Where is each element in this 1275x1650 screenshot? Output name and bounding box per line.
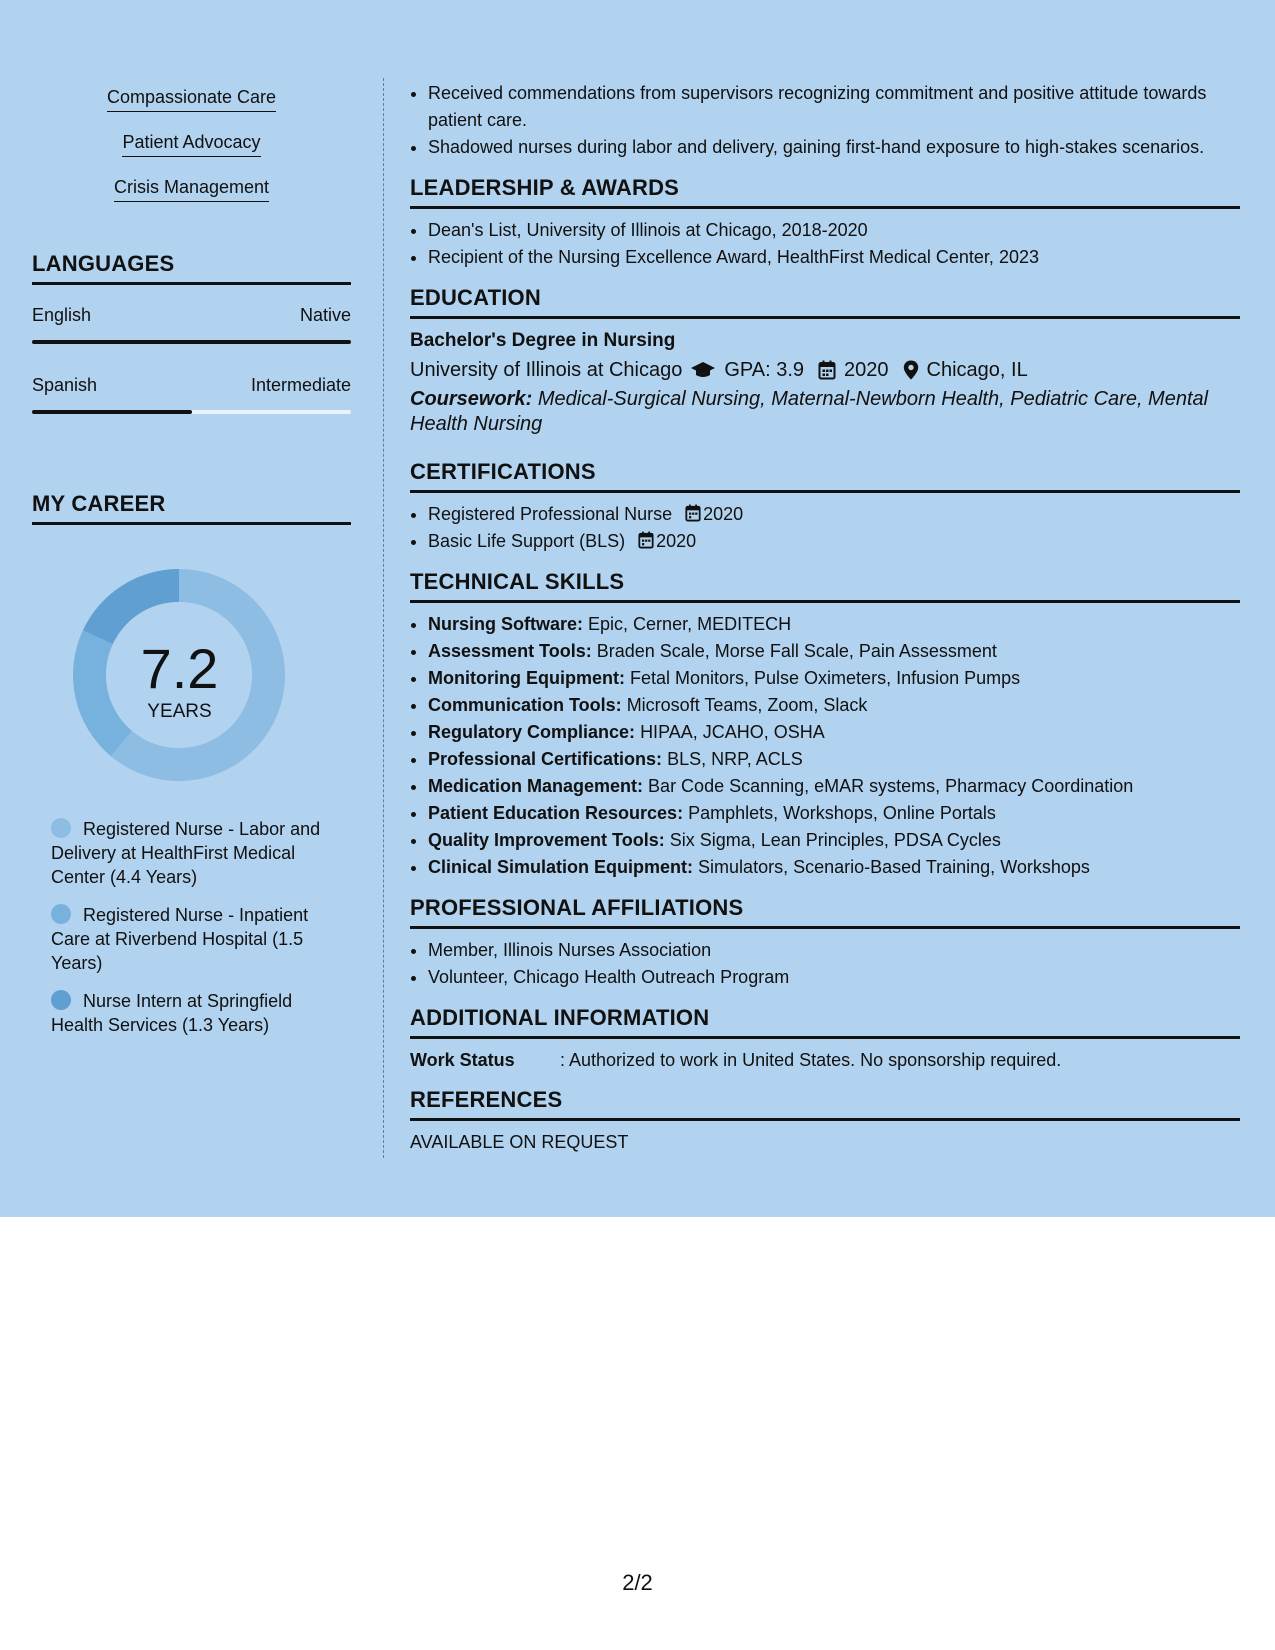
legend-item xyxy=(51,989,341,1037)
skill-item xyxy=(428,692,1240,719)
skill-value: HIPAA, JCAHO, OSHA xyxy=(640,722,825,742)
legend-label: Registered Nurse - Labor and Delivery at HealthFirst Medical Center (4.4 Years) xyxy=(51,819,321,887)
certification-year: 2020 xyxy=(656,531,697,551)
language-name: Spanish xyxy=(32,375,98,395)
certifications-title: CERTIFICATIONS xyxy=(410,459,1240,493)
calendar-icon xyxy=(818,360,836,380)
skill-name: Professional Certifications: xyxy=(428,749,663,769)
legend-item xyxy=(51,903,341,975)
skill-value: Simulators, Scenario-Based Training, Workshops xyxy=(698,857,1090,877)
page-number: 2/2 xyxy=(622,1570,653,1595)
work-status-row xyxy=(410,1047,1240,1073)
career-legend xyxy=(32,817,351,1037)
education-year: 2020 xyxy=(844,359,889,381)
references-title: REFERENCES xyxy=(410,1087,1240,1121)
calendar-icon xyxy=(638,531,654,549)
career-section xyxy=(32,491,351,1037)
legend-label: Nurse Intern at Springfield Health Services (1.3 Years) xyxy=(51,991,293,1035)
right-column xyxy=(410,80,1240,1155)
language-bar xyxy=(32,410,351,414)
additional-title: ADDITIONAL INFORMATION xyxy=(410,1005,1240,1039)
education-coursework xyxy=(410,387,1240,437)
location-pin-icon xyxy=(903,360,919,380)
certification-item xyxy=(428,528,1240,555)
education-title: EDUCATION xyxy=(410,285,1240,319)
languages-title: LANGUAGES xyxy=(32,251,351,285)
skill-value: Microsoft Teams, Zoom, Slack xyxy=(626,695,868,715)
language-item xyxy=(32,355,351,425)
skill-value: Six Sigma, Lean Principles, PDSA Cycles xyxy=(669,830,1001,850)
skill-value: Epic, Cerner, MEDITECH xyxy=(588,614,792,634)
language-item xyxy=(32,285,351,355)
language-level: Intermediate xyxy=(250,375,351,395)
language-level: Native xyxy=(299,305,351,325)
skill-name: Medication Management: xyxy=(428,776,644,796)
work-status-label: Work Status xyxy=(410,1050,515,1070)
education-degree: Bachelor's Degree in Nursing xyxy=(410,330,676,351)
additional-section xyxy=(410,1005,1240,1073)
skill-name: Quality Improvement Tools: xyxy=(428,830,665,850)
skill-name: Clinical Simulation Equipment: xyxy=(428,857,694,877)
affiliation-item: • Volunteer, Chicago Health Outreach Program xyxy=(428,964,1240,991)
education-details xyxy=(410,355,1240,385)
skill-item xyxy=(428,827,1240,854)
language-bar xyxy=(32,340,351,344)
experience-bullet: • Received commendations from supervisors recognizing commitment and positive attitude towards patient care. xyxy=(428,80,1240,134)
skill-name: Nursing Software: xyxy=(428,614,584,634)
leadership-title: LEADERSHIP & AWARDS xyxy=(410,175,1240,209)
affiliations-title: PROFESSIONAL AFFILIATIONS xyxy=(410,895,1240,929)
education-school: University of Illinois at Chicago xyxy=(410,359,683,381)
career-chart xyxy=(32,525,351,785)
education-location: Chicago, IL xyxy=(926,359,1028,381)
experience-bullets xyxy=(410,80,1240,161)
skill-name: Patient Education Resources: xyxy=(428,803,684,823)
skill-name: Monitoring Equipment: xyxy=(428,668,625,688)
career-unit: YEARS xyxy=(147,701,212,722)
experience-bullet: • Shadowed nurses during labor and delivery, gaining first-hand exposure to high-stakes scenarios. xyxy=(428,134,1240,161)
legend-dot xyxy=(51,818,71,838)
calendar-icon xyxy=(685,504,701,522)
skill-item xyxy=(428,665,1240,692)
skill-value: BLS, NRP, ACLS xyxy=(667,749,803,769)
certification-year: 2020 xyxy=(703,504,744,524)
language-bar-fill xyxy=(32,410,192,414)
certification-name: Registered Professional Nurse xyxy=(428,504,673,524)
affiliations-section xyxy=(410,895,1240,991)
skill-item xyxy=(428,638,1240,665)
career-title: MY CAREER xyxy=(32,491,351,525)
skill-value: Pamphlets, Workshops, Online Portals xyxy=(688,803,996,823)
skill-value: Bar Code Scanning, eMAR systems, Pharmacy Coordination xyxy=(648,776,1134,796)
language-bar-fill xyxy=(32,340,351,344)
skill-value: Braden Scale, Morse Fall Scale, Pain Assessment xyxy=(596,641,997,661)
skill-item xyxy=(428,611,1240,638)
legend-label: Registered Nurse - Inpatient Care at Riverbend Hospital (1.5 Years) xyxy=(51,905,309,973)
left-column xyxy=(32,86,351,1051)
strength-item: Crisis Management xyxy=(114,176,269,202)
strength-item: Compassionate Care xyxy=(107,86,276,112)
career-total: 7.2 xyxy=(140,637,219,700)
skill-item xyxy=(428,719,1240,746)
leadership-item: • Recipient of the Nursing Excellence Award, HealthFirst Medical Center, 2023 xyxy=(428,244,1240,271)
column-divider xyxy=(383,78,384,1158)
education-section xyxy=(410,285,1240,437)
graduation-cap-icon xyxy=(690,360,716,380)
legend-dot xyxy=(51,904,71,924)
skill-name: Assessment Tools: xyxy=(428,641,592,661)
coursework-label: Coursework: xyxy=(410,388,533,410)
skill-name: Regulatory Compliance: xyxy=(428,722,636,742)
language-name: English xyxy=(32,305,92,325)
skill-item xyxy=(428,773,1240,800)
leadership-item: • Dean's List, University of Illinois at Chicago, 2018-2020 xyxy=(428,217,1240,244)
leadership-section xyxy=(410,175,1240,271)
certification-item xyxy=(428,501,1240,528)
work-status-value: : Authorized to work in United States. No sponsorship required. xyxy=(560,1050,1062,1070)
skill-item xyxy=(428,854,1240,881)
legend-item xyxy=(51,817,341,889)
references-text: AVAILABLE ON REQUEST xyxy=(410,1132,629,1152)
career-total-wrap xyxy=(32,637,327,725)
education-gpa: GPA: 3.9 xyxy=(724,359,805,381)
skill-item xyxy=(428,800,1240,827)
certification-name: Basic Life Support (BLS) xyxy=(428,531,626,551)
skill-value: Fetal Monitors, Pulse Oximeters, Infusion Pumps xyxy=(629,668,1021,688)
affiliation-item: • Member, Illinois Nurses Association xyxy=(428,937,1240,964)
skill-item xyxy=(428,746,1240,773)
references-section xyxy=(410,1087,1240,1155)
strengths-list xyxy=(32,86,351,221)
technical-skills-section xyxy=(410,569,1240,881)
languages-section xyxy=(32,251,351,425)
strength-item: Patient Advocacy xyxy=(122,131,260,157)
coursework-text: Medical-Surgical Nursing, Maternal-Newborn Health, Pediatric Care, Mental Health Nursing xyxy=(410,388,1209,435)
technical-skills-title: TECHNICAL SKILLS xyxy=(410,569,1240,603)
skill-name: Communication Tools: xyxy=(428,695,622,715)
legend-dot xyxy=(51,990,71,1010)
certifications-section xyxy=(410,459,1240,555)
